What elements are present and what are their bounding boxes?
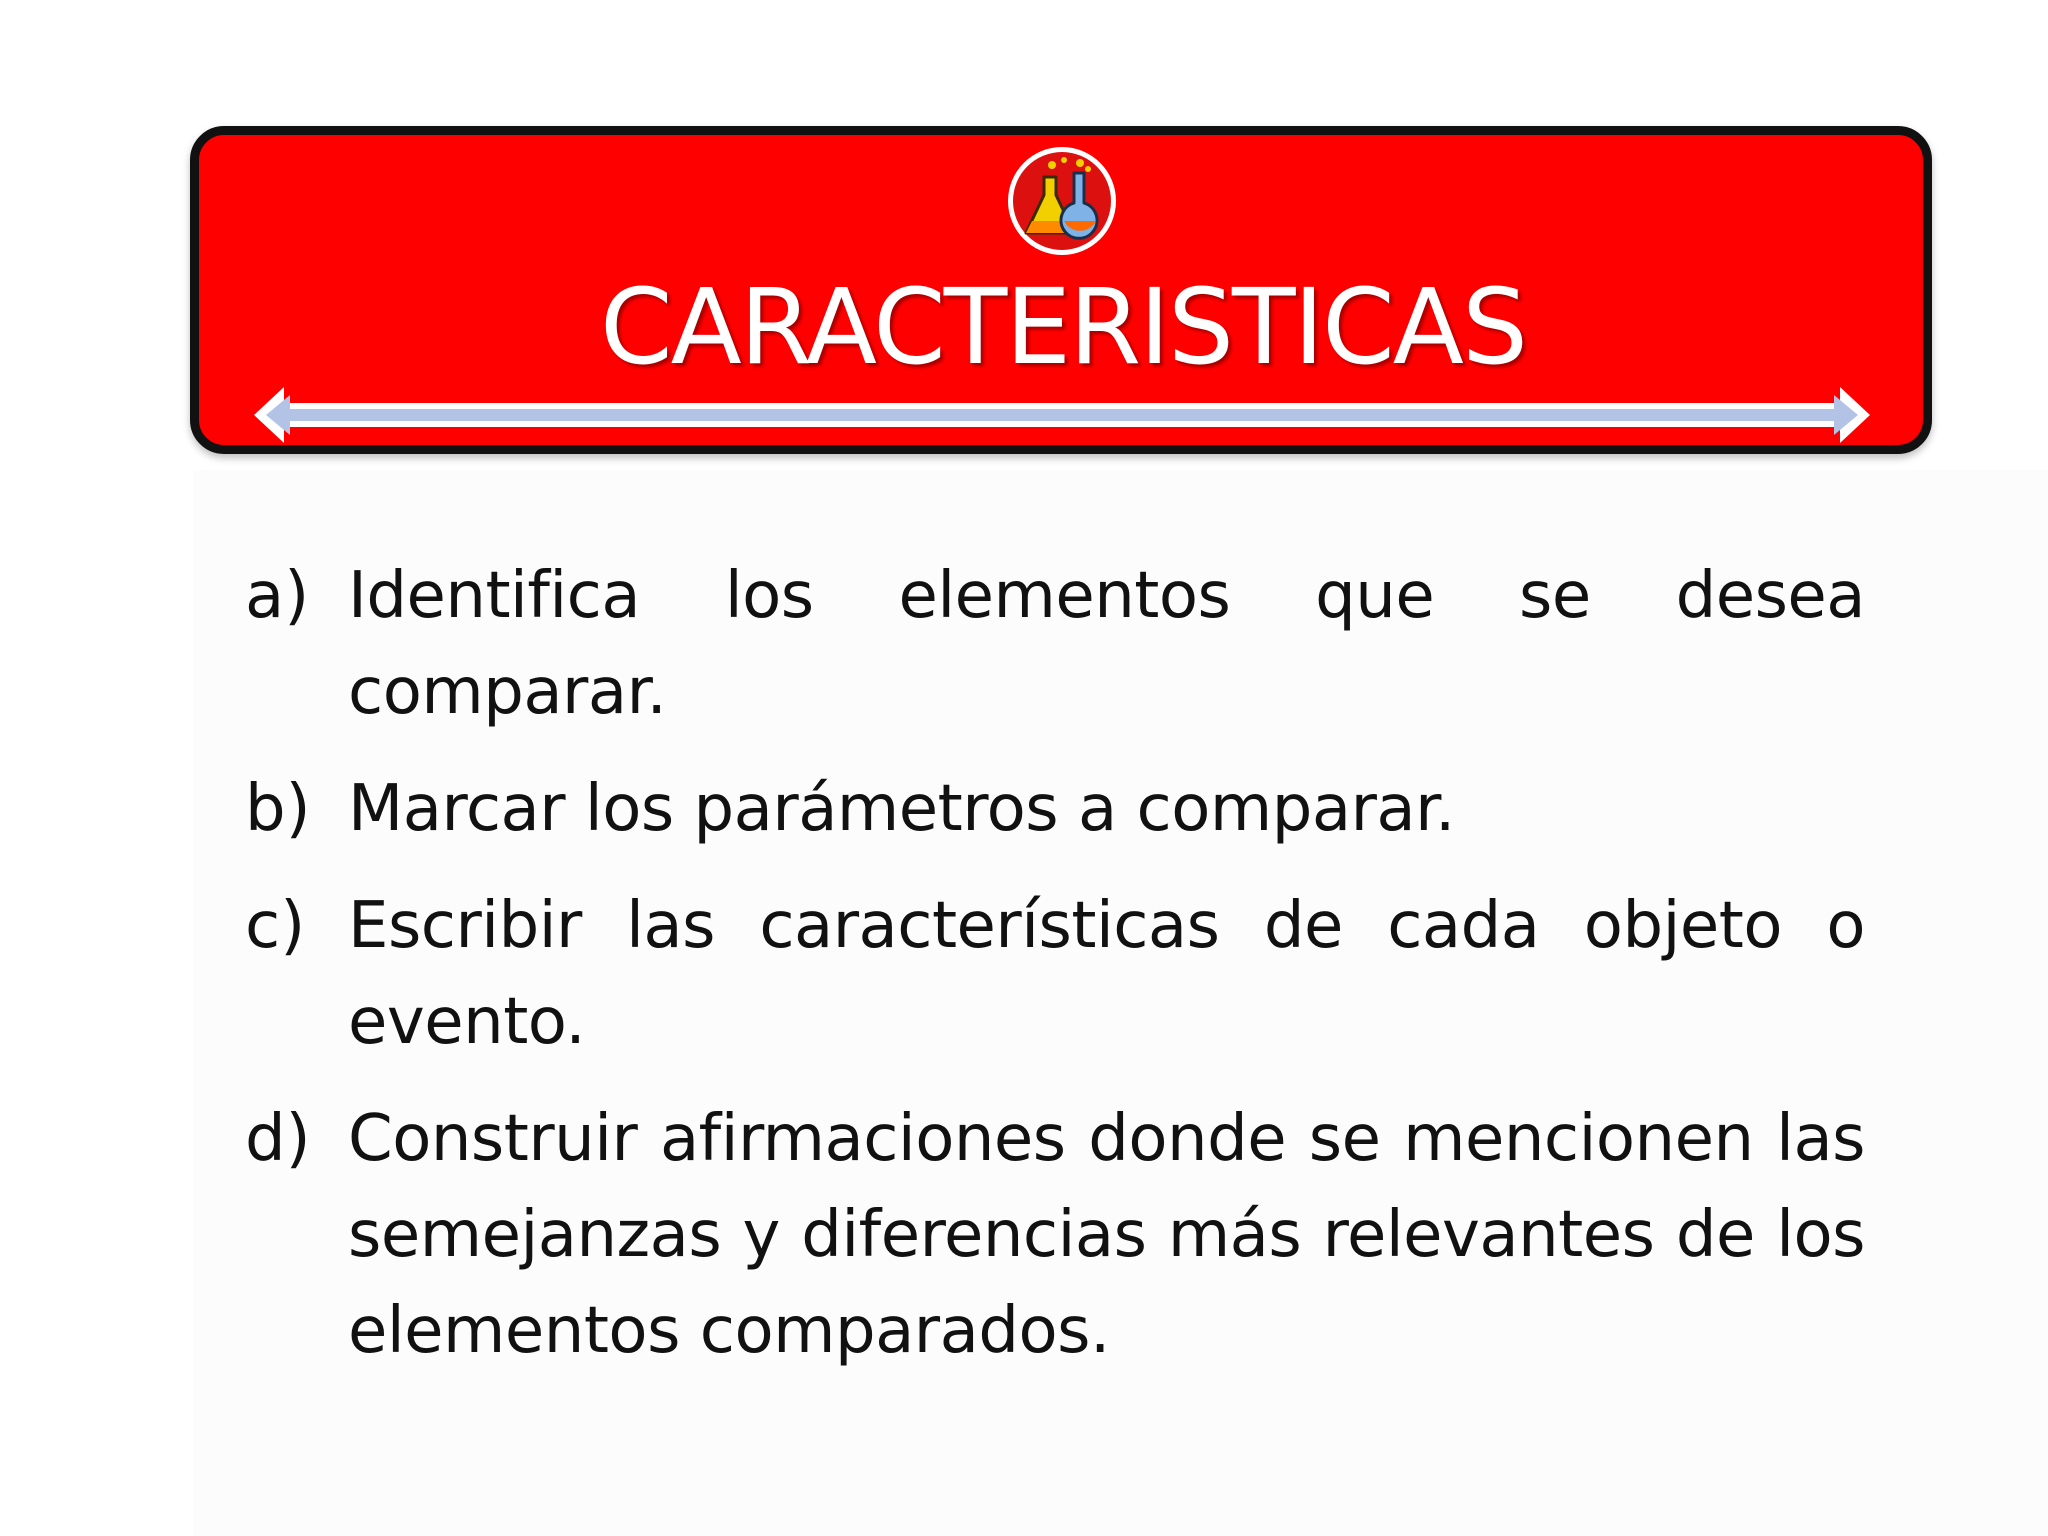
list-item-marker: b) <box>245 772 311 846</box>
list-item <box>245 761 1865 857</box>
list-item-text: Escribir las características de cada objeto o evento. <box>348 889 1865 1059</box>
list-item-text: Construir afirmaciones donde se mencionen las semejanzas y diferencias más relevantes de los elementos comparados. <box>348 1102 1865 1368</box>
characteristics-list <box>245 548 1865 1400</box>
list-item-marker: a) <box>245 559 310 633</box>
list-item-marker: d) <box>245 1102 311 1176</box>
list-item <box>245 548 1865 740</box>
list-item <box>245 1091 1865 1379</box>
page-title: CARACTERISTICAS <box>600 266 1526 388</box>
chemistry-flasks-icon <box>1004 143 1120 259</box>
double-headed-arrow-icon <box>254 384 1870 446</box>
list-item-marker: c) <box>245 889 306 963</box>
list-item-text: Identifica los elementos que se desea comparar. <box>348 559 1865 729</box>
list-item-text: Marcar los parámetros a comparar. <box>348 772 1455 846</box>
list-item <box>245 878 1865 1070</box>
